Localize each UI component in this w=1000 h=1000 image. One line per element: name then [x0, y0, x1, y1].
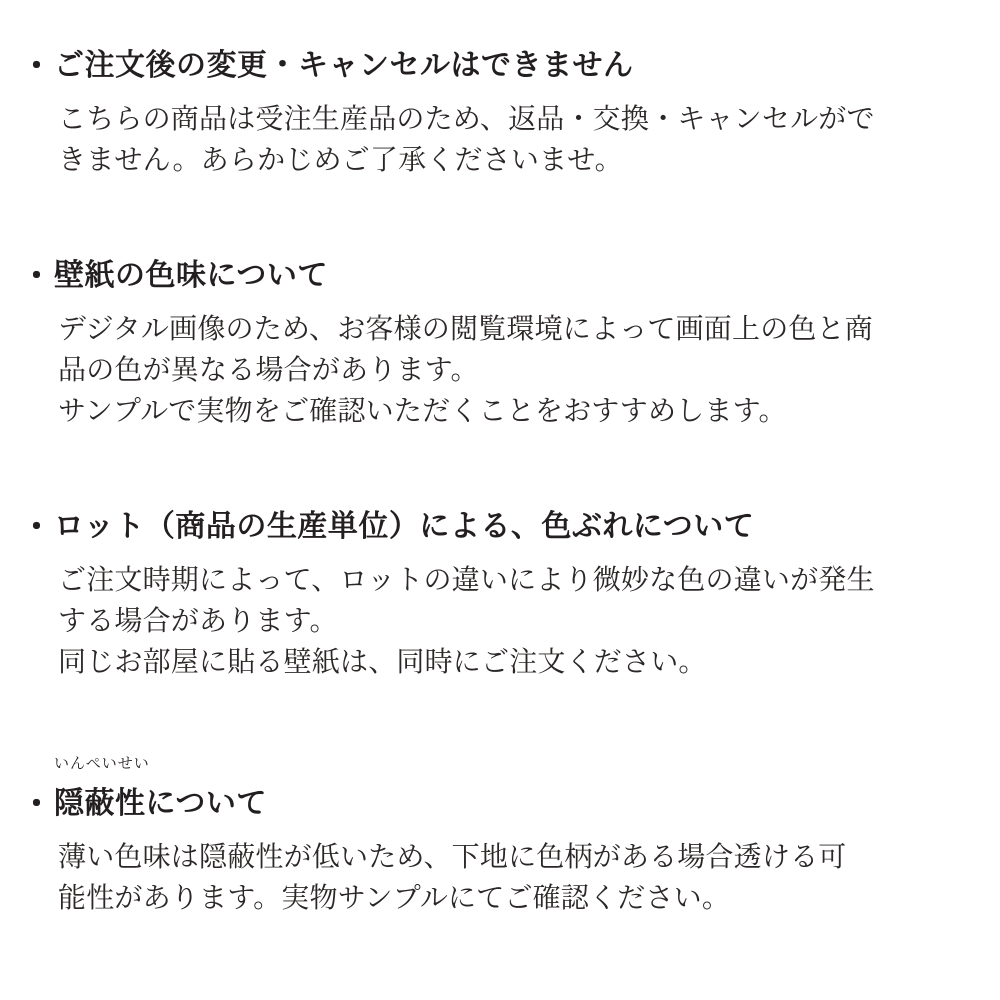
section-lot-color-variation	[20, 505, 970, 682]
section-heading-row	[20, 254, 970, 298]
section-body	[58, 836, 970, 918]
section-heading: ご注文後の変更・キャンセルはできません	[54, 48, 634, 83]
bullet-icon: ・	[20, 784, 53, 823]
body-line: ご注文時期によって、ロットの違いにより微妙な色の違いが発生	[58, 563, 875, 596]
body-line: サンプルで実物をご確認いただくことをおすすめします。	[58, 394, 787, 427]
section-body	[58, 308, 970, 431]
section-no-change-cancel	[20, 44, 970, 180]
body-line: きません。あらかじめご了承くださいませ。	[58, 143, 623, 176]
section-opacity	[20, 756, 970, 918]
section-heading-row	[20, 44, 970, 88]
body-line: 能性があります。実物サンプルにてご確認ください。	[58, 881, 731, 914]
ruby-spacer	[20, 756, 970, 782]
section-heading: 隠蔽性について	[54, 786, 267, 821]
ruby-annotation: いんぺいせい	[54, 754, 150, 772]
section-heading-row	[20, 505, 970, 549]
section-heading: 壁紙の色味について	[54, 258, 328, 293]
body-line: する場合があります。	[58, 604, 338, 637]
body-line: こちらの商品は受注生産品のため、返品・交換・キャンセルがで	[58, 102, 875, 135]
bullet-icon: ・	[20, 507, 53, 546]
section-heading-row	[20, 754, 970, 826]
bullet-icon: ・	[20, 46, 53, 85]
section-body	[58, 98, 970, 180]
body-line: 薄い色味は隠蔽性が低いため、下地に色柄がある場合透ける可	[58, 840, 847, 873]
body-line: 同じお部屋に貼る壁紙は、同時にご注文ください。	[58, 645, 707, 678]
section-heading: ロット（商品の生産単位）による、色ぶれについて	[54, 509, 755, 544]
section-body	[58, 559, 970, 682]
body-line: 品の色が異なる場合があります。	[58, 353, 479, 386]
body-line: デジタル画像のため、お客様の閲覧環境によって画面上の色と商	[58, 312, 874, 345]
bullet-icon: ・	[20, 256, 53, 295]
section-wallpaper-color	[20, 254, 970, 431]
